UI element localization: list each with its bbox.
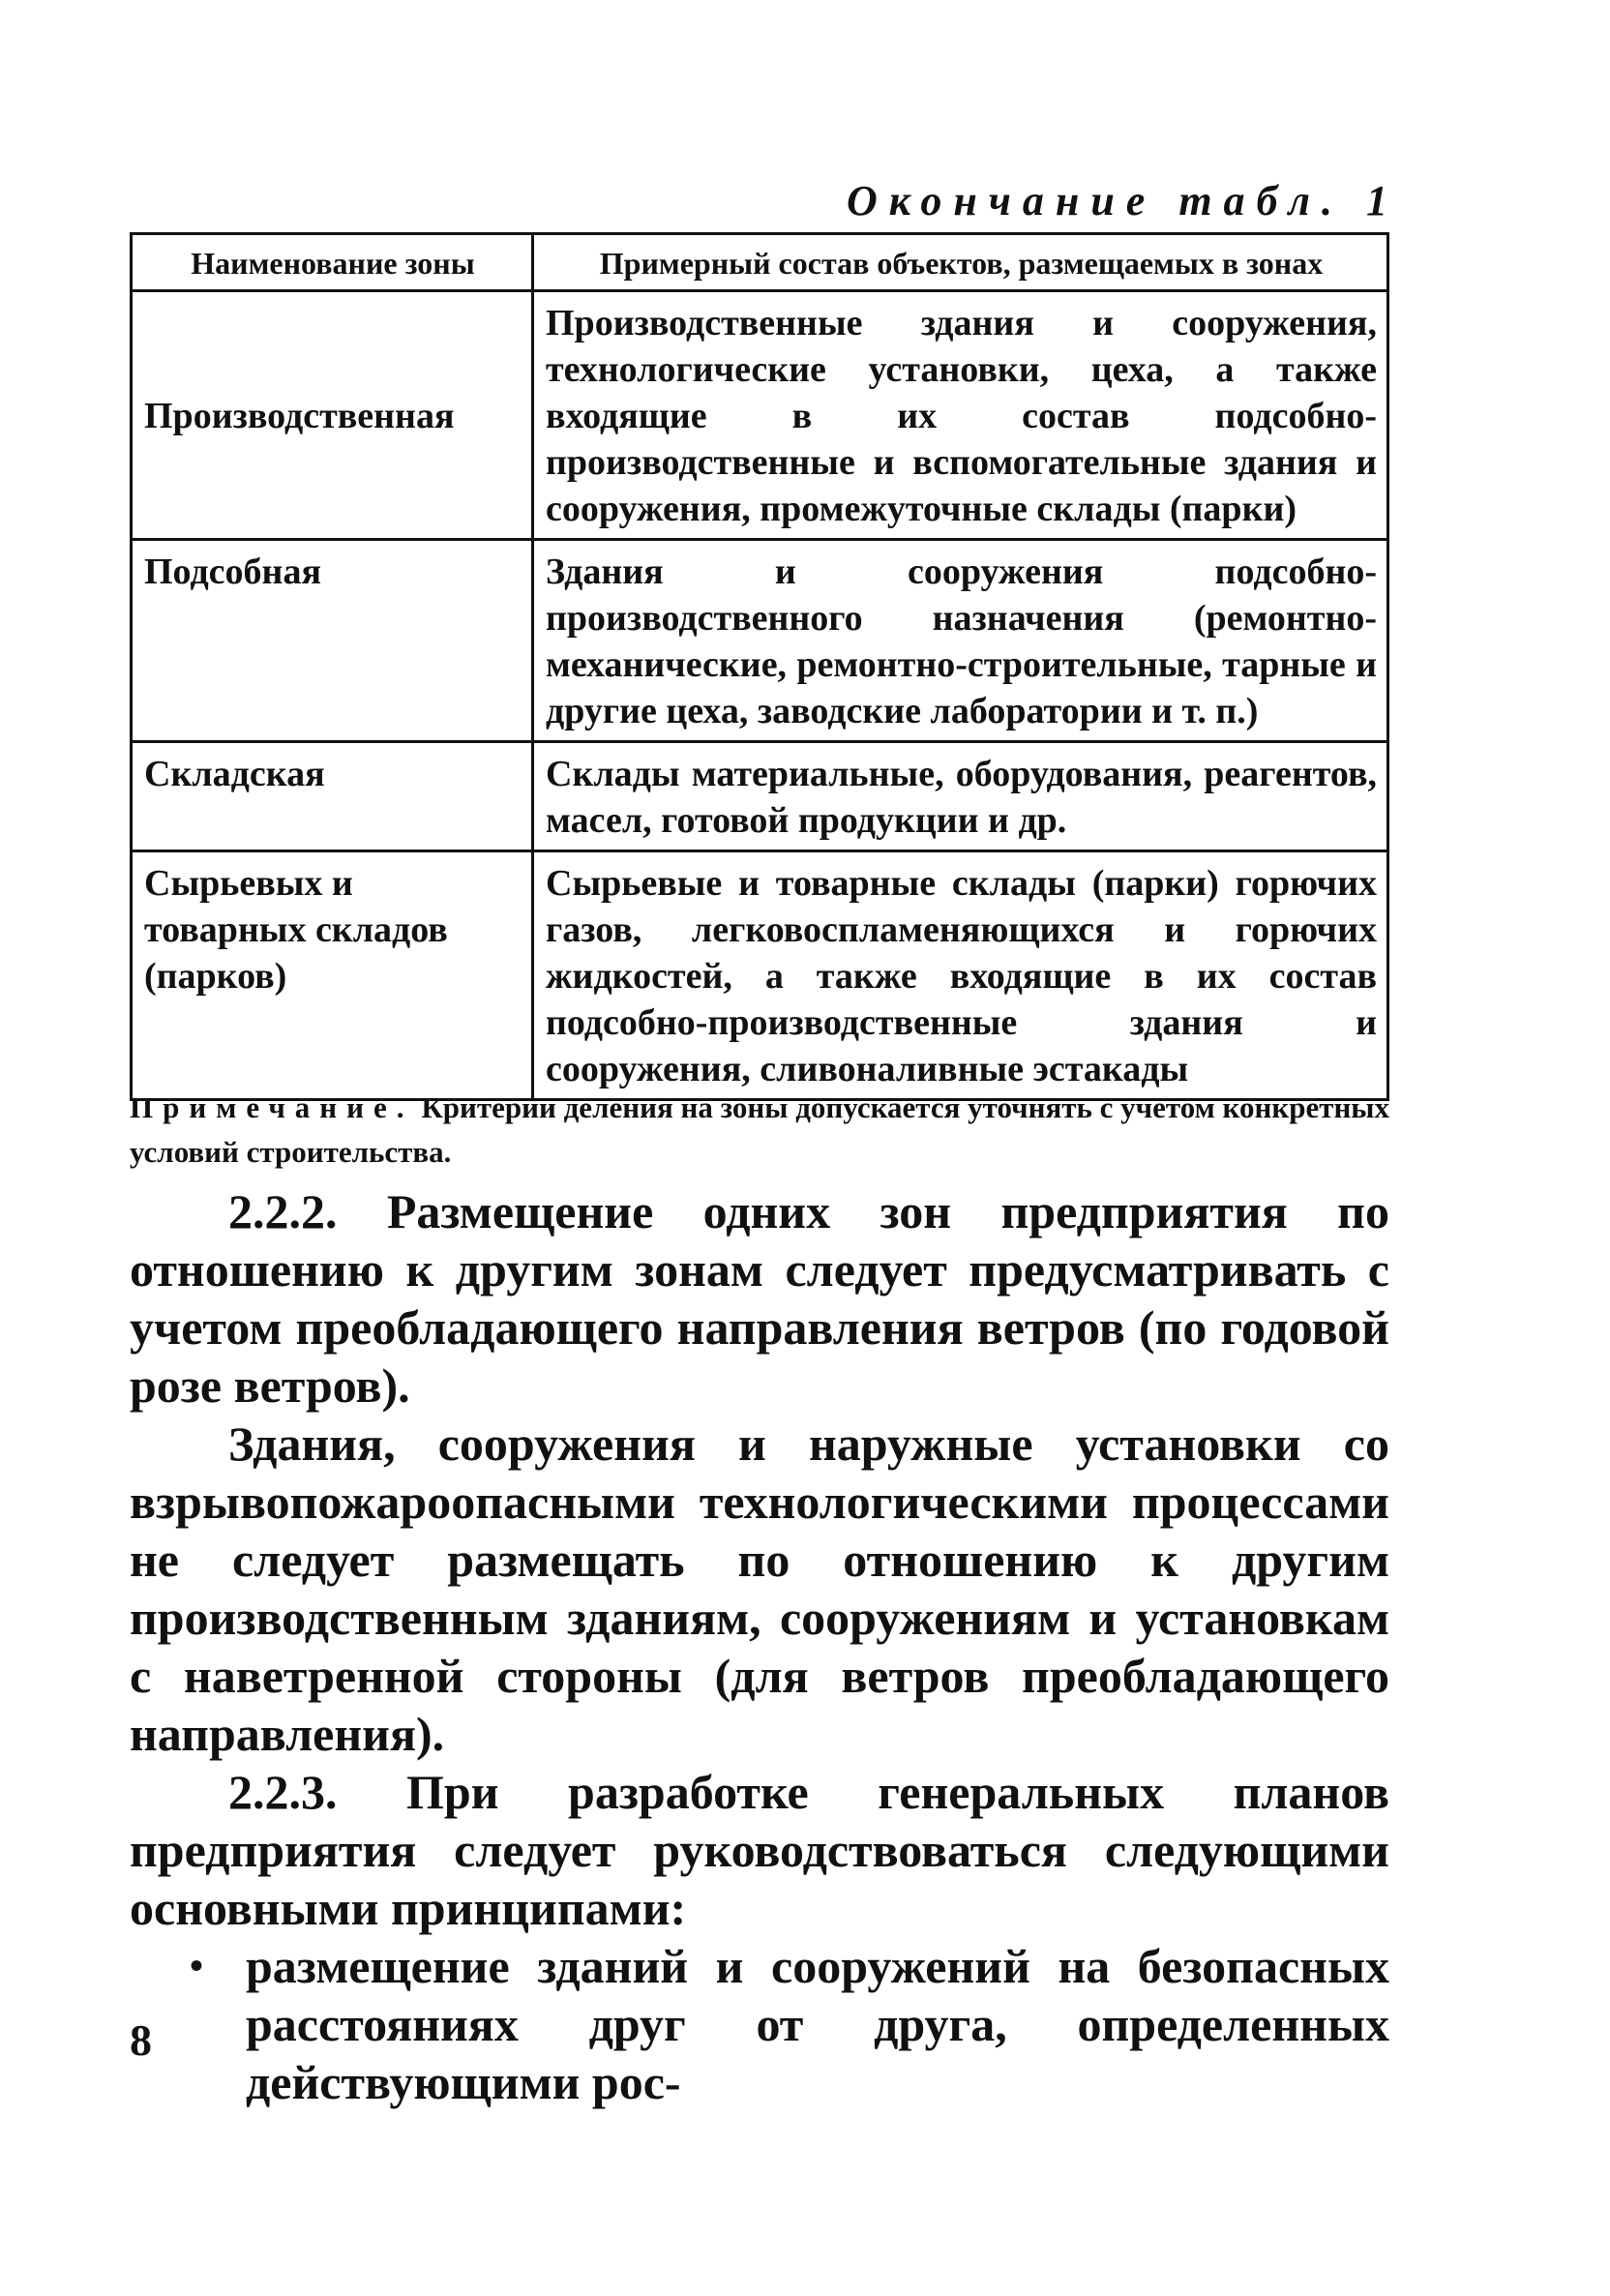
objects-cell: Здания и сооружения подсобно-производственного назначения (ремонтно-механические, ремонтно-строительные, тарные и другие цеха, заводские лаборатории и т. п.) xyxy=(533,540,1388,742)
table-row xyxy=(132,291,1388,540)
zone-cell: Складская xyxy=(132,742,533,851)
table-row xyxy=(132,742,1388,851)
zones-table xyxy=(130,232,1389,1101)
table-row xyxy=(132,540,1388,742)
paragraph-wind-placement: Здания, сооружения и наружные установки со взрывопожароопасными технологическими процессами не следует размещать по отношению к другим производственным зданиям, сооружениям и установкам с наветренной стороны (для ветров преобладающего направления). xyxy=(130,1416,1389,1761)
note-text: Критерии деления на зоны допускается уточнять с учетом конкретных условий строительства. xyxy=(130,1090,1390,1169)
objects-cell: Склады материальные, оборудования, реагентов, масел, готовой продукции и др. xyxy=(533,742,1388,851)
bullet-icon: • xyxy=(190,1944,204,1987)
list-item xyxy=(130,1937,1389,2111)
header-objects: Примерный состав объектов, размещаемых в зонах xyxy=(533,234,1388,291)
table-caption: Окончание табл. 1 xyxy=(846,177,1399,224)
zone-cell: Подсобная xyxy=(132,540,533,742)
table-note xyxy=(130,1086,1389,1175)
objects-cell: Производственные здания и сооружения, технологические установки, цеха, а также входящие в их состав подсобно-производственные и вспомогательные здания и сооружения, промежуточные склады (парки) xyxy=(533,291,1388,540)
body-text xyxy=(130,1182,1389,2111)
zone-cell: Сырьевых и товарных складов (парков) xyxy=(132,851,533,1100)
objects-cell: Сырьевые и товарные склады (парки) горючих газов, легковоспламеняющихся и горючих жидкостей, а также входящие в их состав подсобно-производственные здания и сооружения, сливоналивные эстакады xyxy=(533,851,1388,1100)
paragraph-2-2-3: 2.2.3. При разработке генеральных планов предприятия следует руководствоваться следующими основными принципами: xyxy=(130,1765,1389,1935)
table-row xyxy=(132,851,1388,1100)
zone-cell: Производственная xyxy=(132,291,533,540)
table-header-row xyxy=(132,234,1388,291)
paragraph-2-2-2: 2.2.2. Размещение одних зон предприятия по отношению к другим зонам следует предусматривать с учетом преобладающего направления ветров (по годовой розе ветров). xyxy=(130,1184,1389,1413)
header-zone-name: Наименование зоны xyxy=(132,234,533,291)
list-item-text: размещение зданий и сооружений на безопасных расстояниях друг от друга, определенных действующими рос- xyxy=(246,1939,1389,2109)
page-number: 8 xyxy=(130,2015,152,2065)
note-label: Примечание. xyxy=(130,1090,414,1124)
